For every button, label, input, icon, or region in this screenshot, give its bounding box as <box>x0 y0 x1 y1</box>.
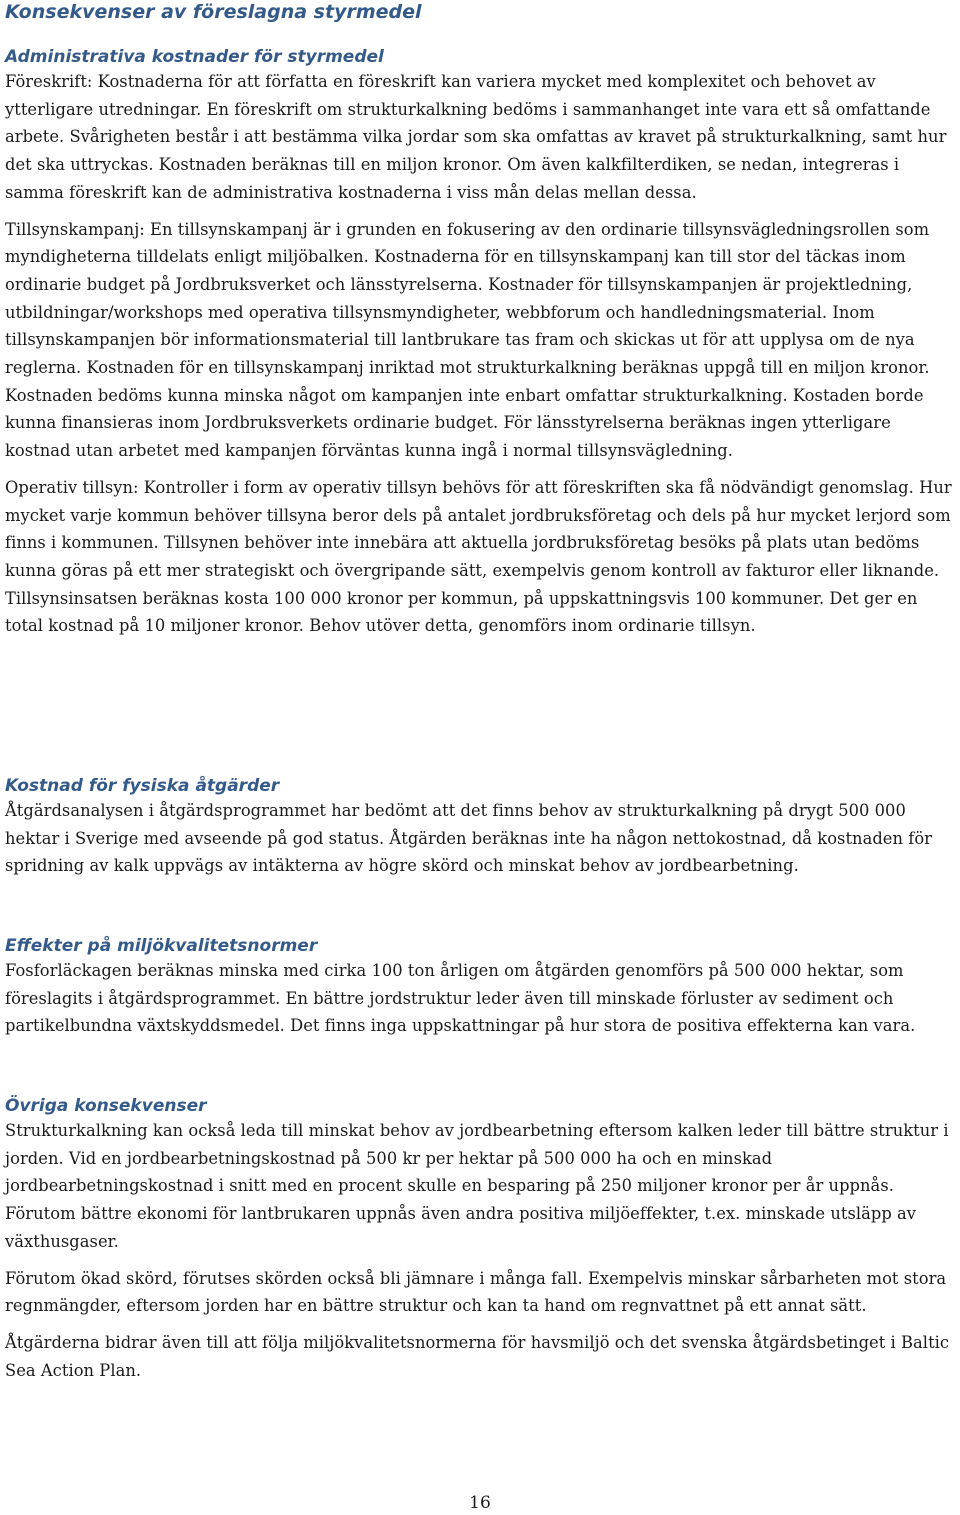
section-heading: Effekter på miljökvalitetsnormer <box>5 936 318 956</box>
paragraph-strukturkalkning: Strukturkalkning kan också leda till minskat behov av jordbearbetning eftersom kalken leder till bättre struktur i jorden. Vid en jordbearbetningskostnad på 500 kr per hektar på 500 000 ha och en minskad jordbearbetningskostnad i snitt med en procent skulle en besparing på 250 miljoner kronor per år uppnås. Förutom bättre ekonomi för lantbrukaren uppnås även andra positiva miljöeffekter, t.ex. minskade utsläpp av växthusgaser. <box>5 1121 949 1251</box>
paragraph-fosforlackage: Fosforläckagen beräknas minska med cirka 100 ton årligen om åtgärden genomförs på 500 000 hektar, som föreslagits i åtgärdsprogrammet. En bättre jordstruktur leder även till minskade förluster av sediment och partikelbundna växtskyddsmedel. Det finns inga uppskattningar på hur stora de positiva effekterna kan vara. <box>5 961 916 1036</box>
paragraph-miljokvalitetsnormer: Åtgärderna bidrar även till att följa miljökvalitetsnormerna för havsmiljö och det svenska åtgärdsbetinget i Baltic Sea Action Plan. <box>5 1332 950 1380</box>
section-other-consequences <box>5 1095 960 1384</box>
paragraph-operativ-tillsyn: Operativ tillsyn: Kontroller i form av operativ tillsyn behövs för att föreskriften ska få nödvändigt genomslag. Hur mycket varje kommun behöver tillsyna beror dels på antalet jordbruksföretag och dels på hur mycket lerjord som finns i kommunen. Tillsynen behöver inte innebära att aktuella jordbruksföretag besöks på plats utan bedöms kunna göras på ett mer strategiskt och övergripande sätt, exempelvis genom kontroll av fakturor eller liknande. Tillsynsinsatsen beräknas kosta 100 000 kronor per kommun, på uppskattningsvis 100 kommuner. Det ger en total kostnad på 10 miljoner kronor. Behov utöver detta, genomförs inom ordinarie tillsyn. <box>5 477 952 636</box>
paragraph-atgardsanalys: Åtgärdsanalysen i åtgärdsprogrammet har bedömt att det finns behov av strukturkalkning på drygt 500 000 hektar i Sverige med avseende på god status. Åtgärden beräknas inte ha någon nettokostnad, då kostnaden för spridning av kalk uppvägs av intäkterna av högre skörd och minskat behov av jordbearbetning. <box>5 801 933 876</box>
section-environmental-quality <box>5 935 960 1040</box>
section-administrative-costs <box>5 46 960 640</box>
paragraph-foreskrift: Föreskrift: Kostnaderna för att författa en föreskrift kan variera mycket med komplexitet och behovet av ytterligare utredningar. En föreskrift om strukturkalkning bedöms i sammanhanget inte vara ett så omfattande arbete. Svårigheten består i att bestämma vilka jordar som ska omfattas av kravet på strukturkalkning, samt hur det ska uttryckas. Kostnaden beräknas till en miljon kronor. Om även kalkfilterdiken, se nedan, integreras i samma föreskrift kan de administrativa kostnaderna i viss mån delas mellan dessa. <box>5 72 947 202</box>
section-heading: Administrativa kostnader för styrmedel <box>5 47 384 67</box>
page-number: 16 <box>469 1493 491 1513</box>
section-physical-measures <box>5 775 960 880</box>
page-title: Konsekvenser av föreslagna styrmedel <box>5 1 422 23</box>
paragraph-okad-skord: Förutom ökad skörd, förutses skörden också bli jämnare i många fall. Exempelvis minskar sårbarheten mot stora regnmängder, eftersom jorden har en bättre struktur och kan ta hand om regnvattnet på ett annat sätt. <box>5 1268 947 1316</box>
section-heading: Övriga konsekvenser <box>5 1096 207 1116</box>
section-heading: Kostnad för fysiska åtgärder <box>5 776 280 796</box>
paragraph-tillsynskampanj: Tillsynskampanj: En tillsynskampanj är i grunden en fokusering av den ordinarie tillsynsvägledningsrollen som myndigheterna tilldelats enligt miljöbalken. Kostnaderna för en tillsynskampanj kan till stor del täckas inom ordinarie budget på Jordbruksverket och länsstyrelserna. Kostnader för tillsynskampanjen är projektledning, utbildningar/workshops med operativa tillsynsmyndigheter, webbforum och handledningsmaterial. Inom tillsynskampanjen bör informationsmaterial till lantbrukare tas fram och skickas ut för att upplysa om de nya reglerna. Kostnaden för en tillsynskampanj inriktad mot strukturkalkning beräknas uppgå till en miljon kronor. Kostnaden bedöms kunna minska något om kampanjen inte enbart omfattar strukturkalkning. Kostaden borde kunna finansieras inom Jordbruksverkets ordinarie budget. För länsstyrelserna beräknas ingen ytterligare kostnad utan arbetet med kampanjen förväntas kunna ingå i normal tillsynsvägledning. <box>5 219 930 461</box>
